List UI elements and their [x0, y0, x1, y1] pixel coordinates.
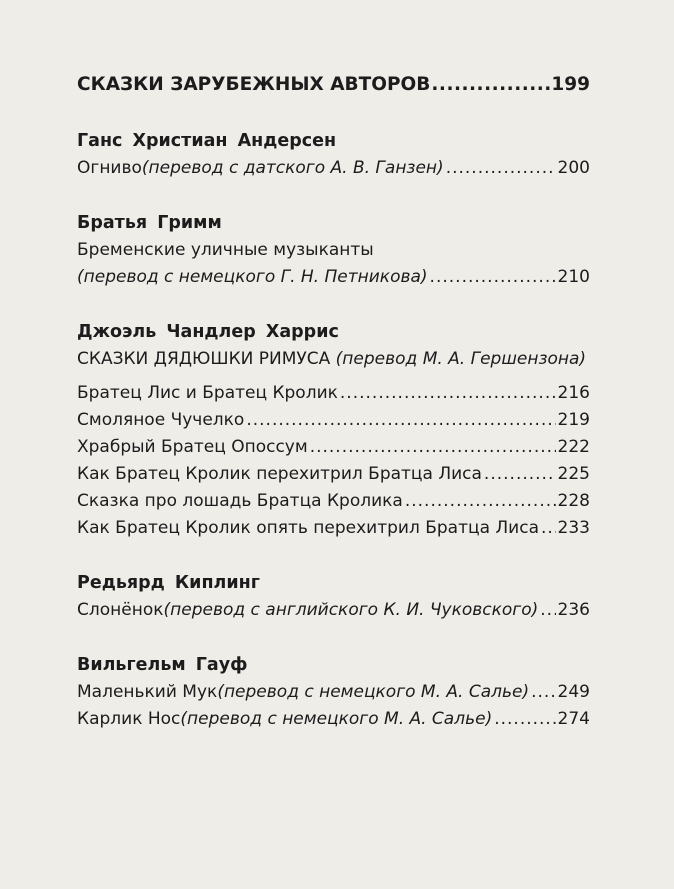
- entry-title: Сказка про лошадь Братца Кролика: [77, 491, 403, 511]
- toc-entry: [77, 708, 590, 730]
- toc-entry: [77, 599, 590, 621]
- section-title: СКАЗКИ ЗАРУБЕЖНЫХ АВТОРОВ: [77, 74, 431, 95]
- entry-title: Бременские уличные музыканты: [77, 240, 374, 260]
- page-number: 222: [557, 437, 590, 457]
- toc-entry: [77, 517, 590, 539]
- page-number: 210: [557, 267, 590, 287]
- page-number: 233: [557, 518, 590, 538]
- entry-title: Слонёнок: [77, 600, 164, 620]
- translation-note: (перевод с английского К. И. Чуковского): [163, 600, 539, 620]
- toc-entry: [77, 681, 590, 703]
- author-kipling: Редьярд Киплинг: [77, 573, 260, 593]
- dot-leader: [484, 463, 556, 485]
- page-number: 236: [557, 600, 590, 620]
- toc-entry: [77, 157, 590, 179]
- translation-note: (перевод с датского А. В. Ганзен): [141, 158, 444, 178]
- toc-section-heading: [77, 74, 590, 96]
- entry-title: Маленький Мук: [77, 682, 218, 702]
- entry-title: Смоляное Чучелко: [77, 410, 245, 430]
- dot-leader: [446, 157, 556, 179]
- dot-leader: [494, 708, 555, 730]
- dot-leader: [246, 409, 555, 431]
- dot-leader: [531, 681, 555, 703]
- toc-entry: [77, 409, 590, 431]
- page-number: 228: [557, 491, 590, 511]
- entry-title: Как Братец Кролик перехитрил Братца Лиса: [77, 464, 482, 484]
- toc-entry: [77, 436, 590, 458]
- author-andersen: Ганс Христиан Андерсен: [77, 131, 337, 151]
- collection-name: СКАЗКИ ДЯДЮШКИ РИМУСА: [77, 349, 336, 369]
- page-number: 225: [557, 464, 590, 484]
- author-grimm: Братья Гримм: [77, 213, 222, 233]
- page-number: 249: [557, 682, 590, 702]
- entry-title: Братец Лис и Братец Кролик: [77, 383, 338, 403]
- page-number: 216: [557, 383, 590, 403]
- toc-entry: [77, 490, 590, 512]
- translation-note: (перевод с немецкого М. А. Салье): [180, 709, 493, 729]
- page-number: 200: [557, 158, 590, 178]
- dot-leader: [541, 517, 556, 539]
- dot-leader: [431, 74, 550, 96]
- collection-title: [77, 348, 586, 370]
- page-number: 219: [557, 410, 590, 430]
- page-number: 199: [551, 74, 590, 95]
- entry-title: Карлик Нос: [77, 709, 181, 729]
- toc-entry: [77, 266, 590, 288]
- author-harris: Джоэль Чандлер Харрис: [77, 322, 339, 342]
- page-number: 274: [557, 709, 590, 729]
- translation-note: (перевод М. А. Гершензона): [335, 349, 587, 369]
- author-hauff: Вильгельм Гауф: [77, 655, 248, 675]
- toc-entry: [77, 382, 590, 404]
- entry-title: Огниво: [77, 158, 142, 178]
- toc-entry: [77, 463, 590, 485]
- entry-title: Как Братец Кролик опять перехитрил Братца Лиса: [77, 518, 539, 538]
- dot-leader: [430, 266, 556, 288]
- dot-leader: [310, 436, 556, 458]
- dot-leader: [540, 599, 555, 621]
- dot-leader: [340, 382, 556, 404]
- dot-leader: [405, 490, 556, 512]
- entry-title: Храбрый Братец Опоссум: [77, 437, 308, 457]
- translation-note: (перевод с немецкого М. А. Салье): [217, 682, 530, 702]
- translation-note: (перевод с немецкого Г. Н. Петникова): [77, 267, 428, 287]
